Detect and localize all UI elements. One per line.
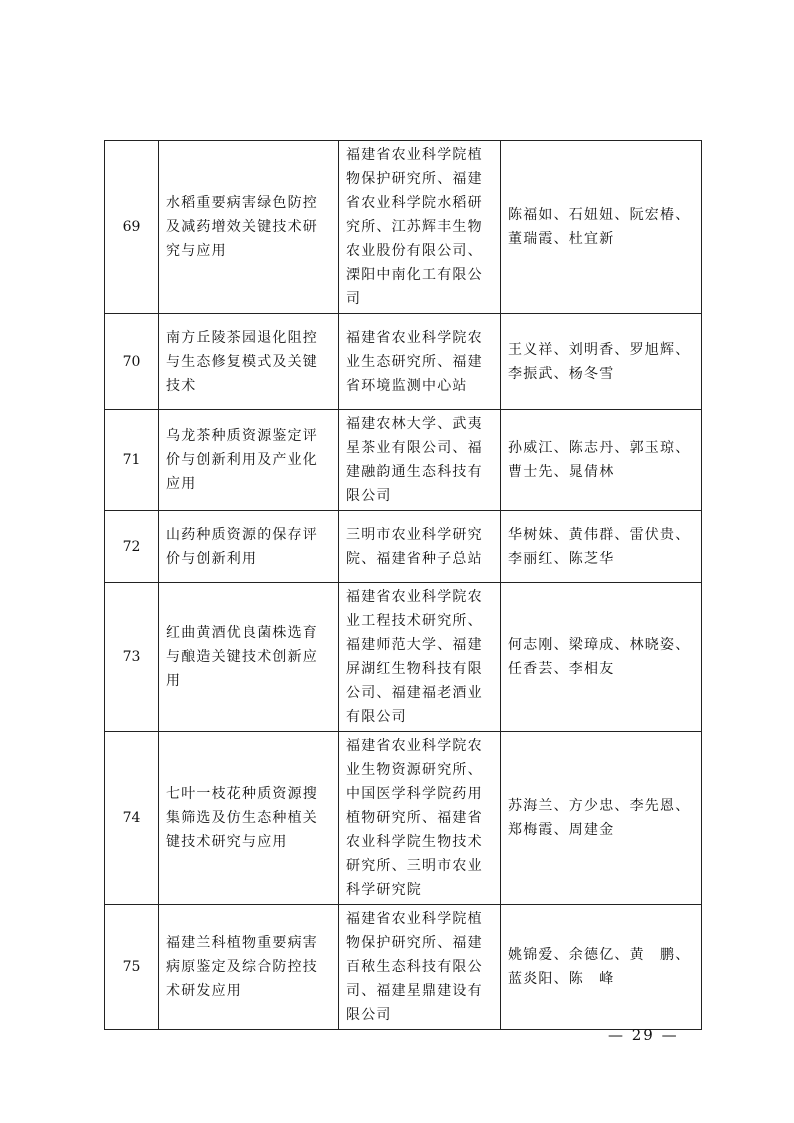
completing-units: 三明市农业科学研究院、福建省种子总站: [339, 511, 501, 583]
row-number: 74: [105, 732, 159, 905]
project-name: 乌龙茶种质资源鉴定评价与创新利用及产业化应用: [159, 410, 339, 511]
project-name: 七叶一枝花种质资源搜集筛选及仿生态种植关键技术研究与应用: [159, 732, 339, 905]
project-name: 水稻重要病害绿色防控及减药增效关键技术研究与应用: [159, 141, 339, 314]
completing-units: 福建省农业科学院植物保护研究所、福建省农业科学院水稻研究所、江苏辉丰生物农业股份有限公司、溧阳中南化工有限公司: [339, 141, 501, 314]
table-row: [105, 314, 702, 410]
table-row: [105, 732, 702, 905]
completing-persons: 陈福如、石妞妞、阮宏椿、董瑞霞、杜宜新: [501, 141, 702, 314]
row-number: 71: [105, 410, 159, 511]
project-name: 红曲黄酒优良菌株选育与酿造关键技术创新应用: [159, 583, 339, 732]
page-number: — 29 —: [608, 1026, 679, 1044]
row-number: 70: [105, 314, 159, 410]
project-name: 南方丘陵茶园退化阻控与生态修复模式及关键技术: [159, 314, 339, 410]
completing-units: 福建省农业科学院农业生态研究所、福建省环境监测中心站: [339, 314, 501, 410]
completing-units: 福建省农业科学院农业生物资源研究所、中国医学科学院药用植物研究所、福建省农业科学院生物技术研究所、三明市农业科学研究院: [339, 732, 501, 905]
row-number: 72: [105, 511, 159, 583]
table-row: [105, 905, 702, 1030]
table-row: [105, 410, 702, 511]
completing-units: 福建省农业科学院农业工程技术研究所、福建师范大学、福建屏湖红生物科技有限公司、福建福老酒业有限公司: [339, 583, 501, 732]
completing-units: 福建农林大学、武夷星茶业有限公司、福建融韵通生态科技有限公司: [339, 410, 501, 511]
table-row: [105, 141, 702, 314]
project-name: 山药种质资源的保存评价与创新利用: [159, 511, 339, 583]
completing-persons: 姚锦爱、余德亿、黄 鹏、蓝炎阳、陈 峰: [501, 905, 702, 1030]
row-number: 75: [105, 905, 159, 1030]
table-row: [105, 583, 702, 732]
row-number: 69: [105, 141, 159, 314]
table-row: [105, 511, 702, 583]
completing-persons: 孙威江、陈志丹、郭玉琼、曹士先、晁倩林: [501, 410, 702, 511]
completing-persons: 何志刚、梁璋成、林晓姿、任香芸、李相友: [501, 583, 702, 732]
completing-units: 福建省农业科学院植物保护研究所、福建百秾生态科技有限公司、福建星鼎建设有限公司: [339, 905, 501, 1030]
project-name: 福建兰科植物重要病害病原鉴定及综合防控技术研发应用: [159, 905, 339, 1030]
row-number: 73: [105, 583, 159, 732]
completing-persons: 华树妹、黄伟群、雷伏贵、李丽红、陈芝华: [501, 511, 702, 583]
completing-persons: 苏海兰、方少忠、李先恩、郑梅霞、周建金: [501, 732, 702, 905]
award-table: [104, 140, 702, 1030]
completing-persons: 王义祥、刘明香、罗旭辉、李振武、杨冬雪: [501, 314, 702, 410]
